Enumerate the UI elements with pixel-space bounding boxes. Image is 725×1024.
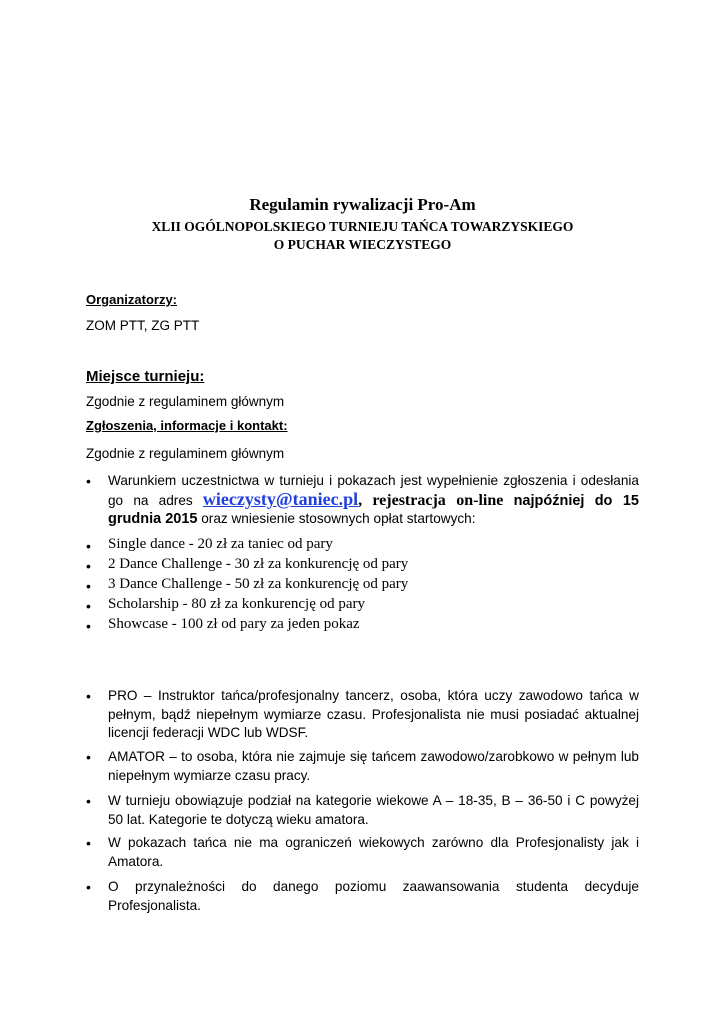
bullet: • [86, 538, 91, 554]
deadline-label: najpóźniej [513, 493, 585, 509]
bullet: • [86, 598, 91, 614]
tournament-name: XLII OGÓLNOPOLSKIEGO TURNIEJU TAŃCA TOWARZYSKIEGO [151, 219, 574, 234]
bullet: • [86, 879, 91, 895]
email-comma: , [358, 492, 363, 509]
bullet: • [86, 749, 91, 765]
rule-age-categories: W turnieju obowiązuje podział na kategorie wiekowe A – 18-35, B – 36-50 i C powyżej 50 lat. Kategorie te dotyczą wieku amatora. [108, 793, 639, 827]
organizers-text: ZOM PTT, ZG PTT [86, 318, 200, 333]
rule-amator: AMATOR – to osoba, która nie zajmuje się tańcem zawodowo/zarobkowo w pełnym lub niepełnym wymiarze czasu pracy. [108, 749, 639, 783]
participation-paragraph [108, 472, 639, 528]
bullet: • [86, 835, 91, 851]
fee-item: 3 Dance Challenge - 50 zł za konkurencję od pary [108, 576, 409, 592]
venue-heading: Miejsce turnieju: [86, 368, 205, 385]
venue-text: Zgodnie z regulaminem głównym [86, 394, 285, 409]
bullet: • [86, 793, 91, 809]
participation-outro: oraz wniesienie stosownych opłat startowych: [201, 511, 476, 526]
bullet: • [86, 473, 91, 489]
fee-item: Showcase - 100 zł od pary za jeden pokaz [108, 616, 360, 632]
document-title: Regulamin rywalizacji Pro-Am [249, 195, 476, 214]
fee-item: 2 Dance Challenge - 30 zł za konkurencję od pary [108, 556, 409, 572]
organizers-heading: Organizatorzy: [86, 292, 178, 307]
bullet: • [86, 618, 91, 634]
bullet: • [86, 558, 91, 574]
participation-intro: Warunkiem uczestnictwa w turnieju i pokazach jest wypełnienie zgłoszenia i odesłania go na adres [108, 473, 639, 508]
tournament-subtitle: O PUCHAR WIECZYSTEGO [273, 237, 452, 252]
registration-label: rejestracja on-line [372, 492, 504, 509]
email-link[interactable]: wieczysty@taniec.pl [202, 489, 359, 509]
fee-item: Scholarship - 80 zł za konkurencję od pary [108, 596, 365, 612]
deadline-date: do 15 grudnia 2015 [108, 493, 639, 527]
bullet: • [86, 578, 91, 594]
bullet: • [86, 688, 91, 704]
rule-level: O przynależności do danego poziomu zaawansowania studenta decyduje Profesjonalista. [108, 879, 639, 913]
applications-text: Zgodnie z regulaminem głównym [86, 446, 285, 461]
rule-pro: PRO – Instruktor tańca/profesjonalny tancerz, osoba, która uczy zawodowo tańca w pełnym, bądź niepełnym wymiarze czasu. Profesjonalista nie musi posiadać aktualnej licencji federacji WDC lub WDSF. [108, 688, 639, 740]
fee-item: Single dance - 20 zł za taniec od pary [108, 536, 333, 552]
applications-heading: Zgłoszenia, informacje i kontakt: [86, 418, 288, 433]
rule-showcase-age: W pokazach tańca nie ma ograniczeń wiekowych zarówno dla Profesjonalisty jak i Amatora. [108, 835, 639, 869]
